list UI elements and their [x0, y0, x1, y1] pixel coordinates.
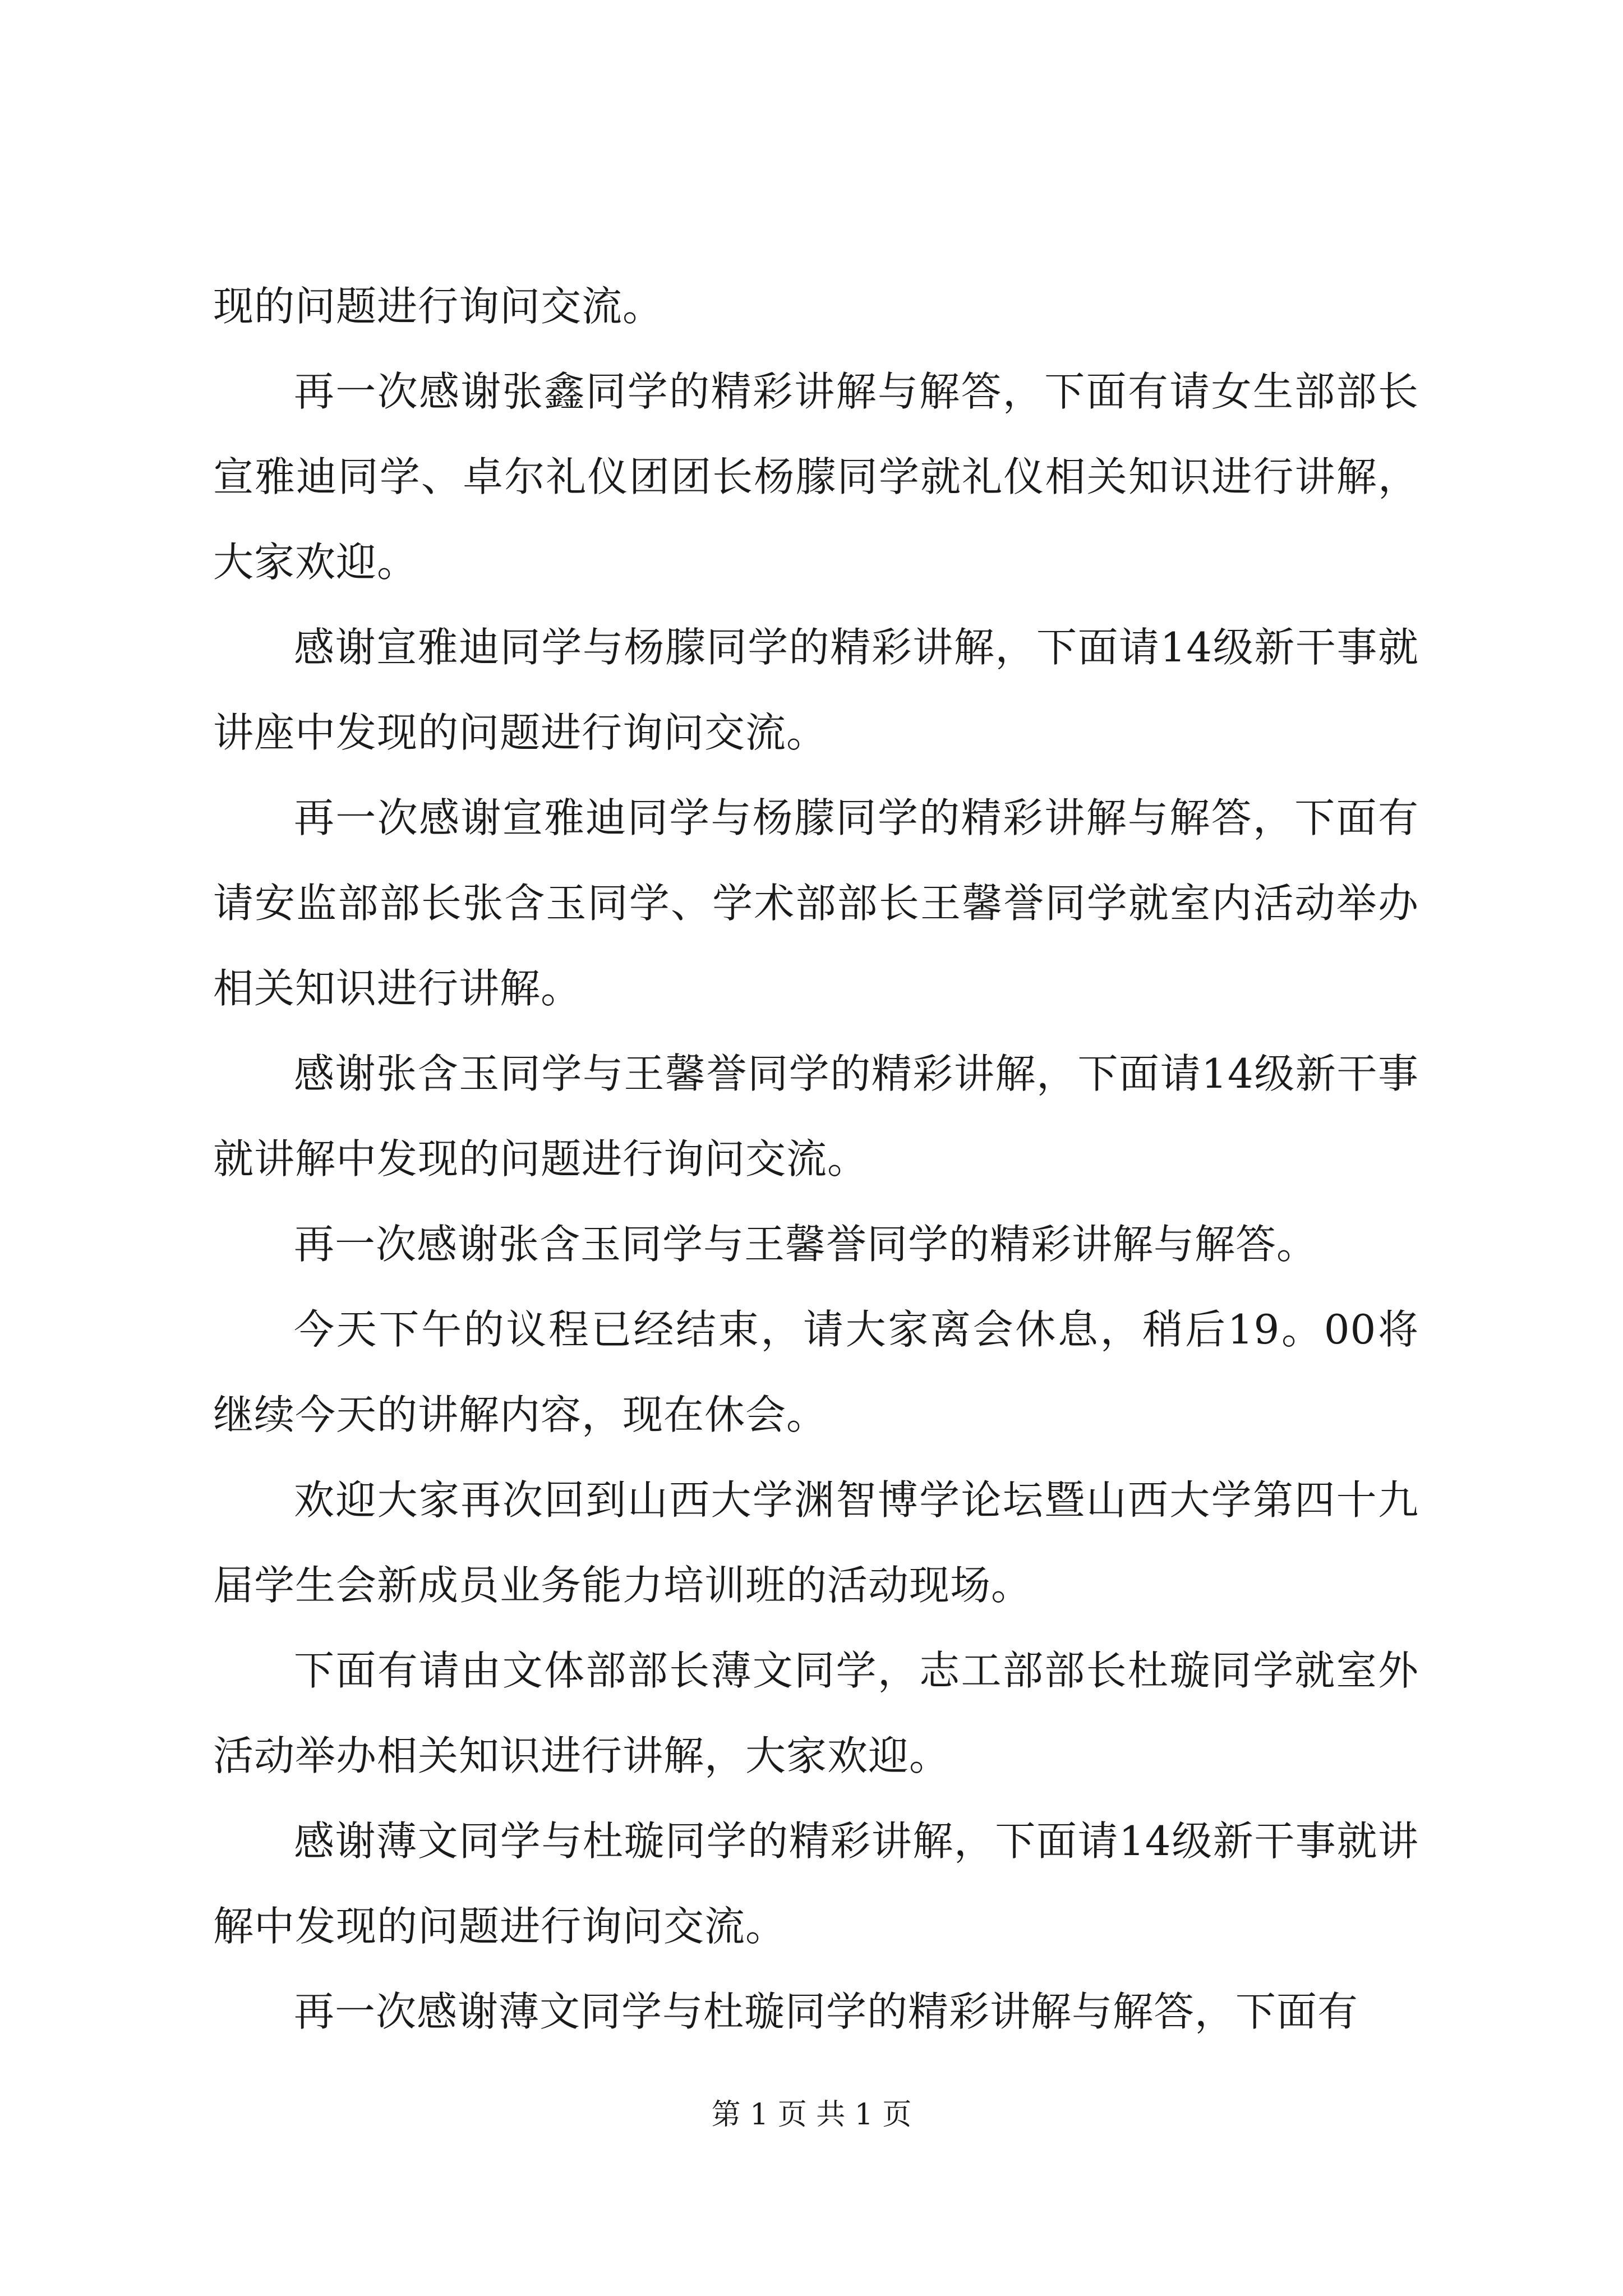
paragraph: 再一次感谢张鑫同学的精彩讲解与解答，下面有请女生部部长宣雅迪同学、卓尔礼仪团团长杨朦同学就礼仪相关知识进行讲解，大家欢迎。 [213, 368, 1419, 586]
paragraph: 再一次感谢宣雅迪同学与杨朦同学的精彩讲解与解答，下面有请安监部部长张含玉同学、学术部部长王馨誉同学就室内活动举办相关知识进行讲解。 [213, 794, 1419, 1012]
paragraph: 感谢宣雅迪同学与杨朦同学的精彩讲解，下面请14级新干事就讲座中发现的问题进行询问交流。 [213, 624, 1419, 756]
paragraph: 感谢薄文同学与杜璇同学的精彩讲解，下面请14级新干事就讲解中发现的问题进行询问交流。 [213, 1818, 1419, 1950]
paragraph: 今天下午的议程已经结束，请大家离会休息，稍后19。00将继续今天的讲解内容，现在休会。 [213, 1306, 1419, 1438]
paragraph: 现的问题进行询问交流。 [213, 283, 664, 330]
paragraph: 再一次感谢张含玉同学与王馨誉同学的精彩讲解与解答。 [294, 1221, 1318, 1268]
page-footer: 第 1 页 共 1 页 [711, 2098, 912, 2132]
paragraph: 欢迎大家再次回到山西大学渊智博学论坛暨山西大学第四十九届学生会新成员业务能力培训班的活动现场。 [213, 1476, 1419, 1609]
paragraph: 感谢张含玉同学与王馨誉同学的精彩讲解，下面请14级新干事就讲解中发现的问题进行询问交流。 [213, 1050, 1419, 1182]
paragraph: 再一次感谢薄文同学与杜璇同学的精彩讲解与解答，下面有 [294, 1988, 1359, 2035]
document-body [213, 264, 1419, 2054]
paragraph: 下面有请由文体部部长薄文同学，志工部部长杜璇同学就室外活动举办相关知识进行讲解，大家欢迎。 [213, 1647, 1419, 1779]
